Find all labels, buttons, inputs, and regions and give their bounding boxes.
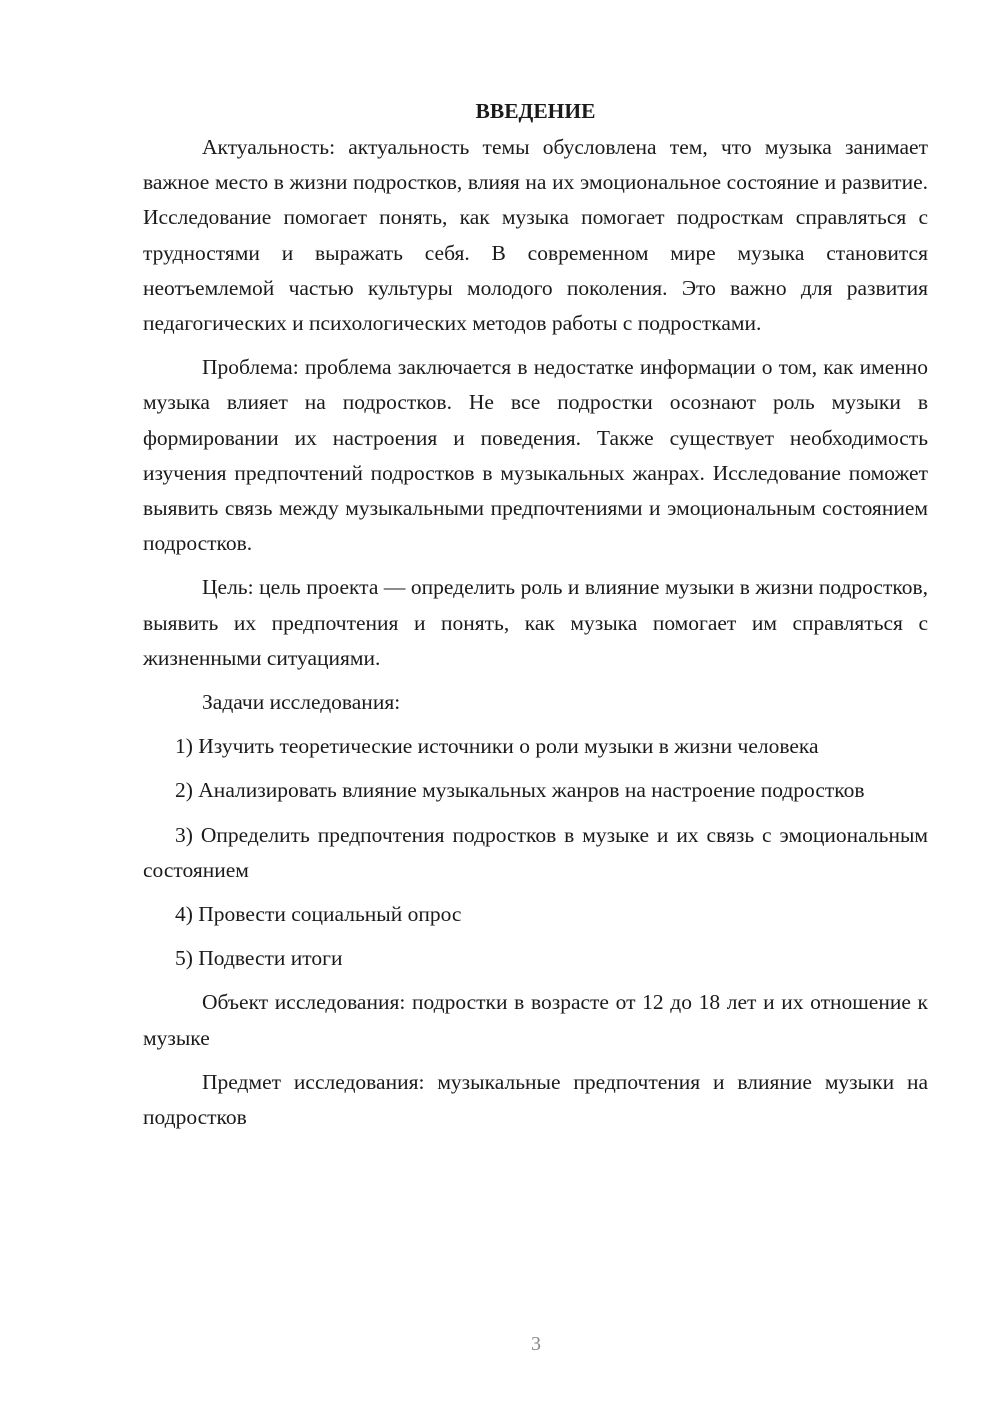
goal-paragraph: Цель: цель проекта — определить роль и влияние музыки в жизни подростков, выявить их предпочтения и понять, как музыка помогает им справляться с жизненными ситуациями. (143, 575, 928, 670)
task-item-2: 2) Анализировать влияние музыкальных жанров на настроение подростков (175, 778, 865, 803)
tasks-heading: Задачи исследования: (202, 690, 401, 715)
task-item-3: 3) Определить предпочтения подростков в музыке и их связь с эмоциональным состоянием (143, 822, 928, 882)
page-number: 3 (531, 1333, 541, 1355)
task-item-4: 4) Провести социальный опрос (175, 902, 462, 927)
task-item-1: 1) Изучить теоретические источники о роли музыки в жизни человека (175, 734, 819, 759)
problem-paragraph: Проблема: проблема заключается в недостатке информации о том, как именно музыка влияет на подростков. Не все подростки осознают роль музыки в формировании их настроения и поведения. Также существует необходимость изучения предпочтений подростков в музыкальных жанрах. Исследование поможет выявить связь между музыкальными предпочтениями и эмоциональным состоянием подростков. (143, 355, 928, 556)
relevance-paragraph: Актуальность: актуальность темы обусловлена тем, что музыка занимает важное место в жизни подростков, влияя на их эмоциональное состояние и развитие. Исследование помогает понять, как музыка помогает подросткам справляться с трудностями и выражать себя. В современном мире музыка становится неотъемлемой частью культуры молодого поколения. Это важно для развития педагогических и психологических методов работы с подростками. (143, 135, 928, 336)
document-page (143, 94, 928, 1144)
object-paragraph: Объект исследования: подростки в возрасте от 12 до 18 лет и их отношение к музыке (143, 990, 928, 1050)
section-heading: ВВЕДЕНИЕ (475, 99, 596, 123)
subject-paragraph: Предмет исследования: музыкальные предпочтения и влияние музыки на подростков (143, 1069, 928, 1130)
task-item-5: 5) Подвести итоги (175, 946, 343, 971)
